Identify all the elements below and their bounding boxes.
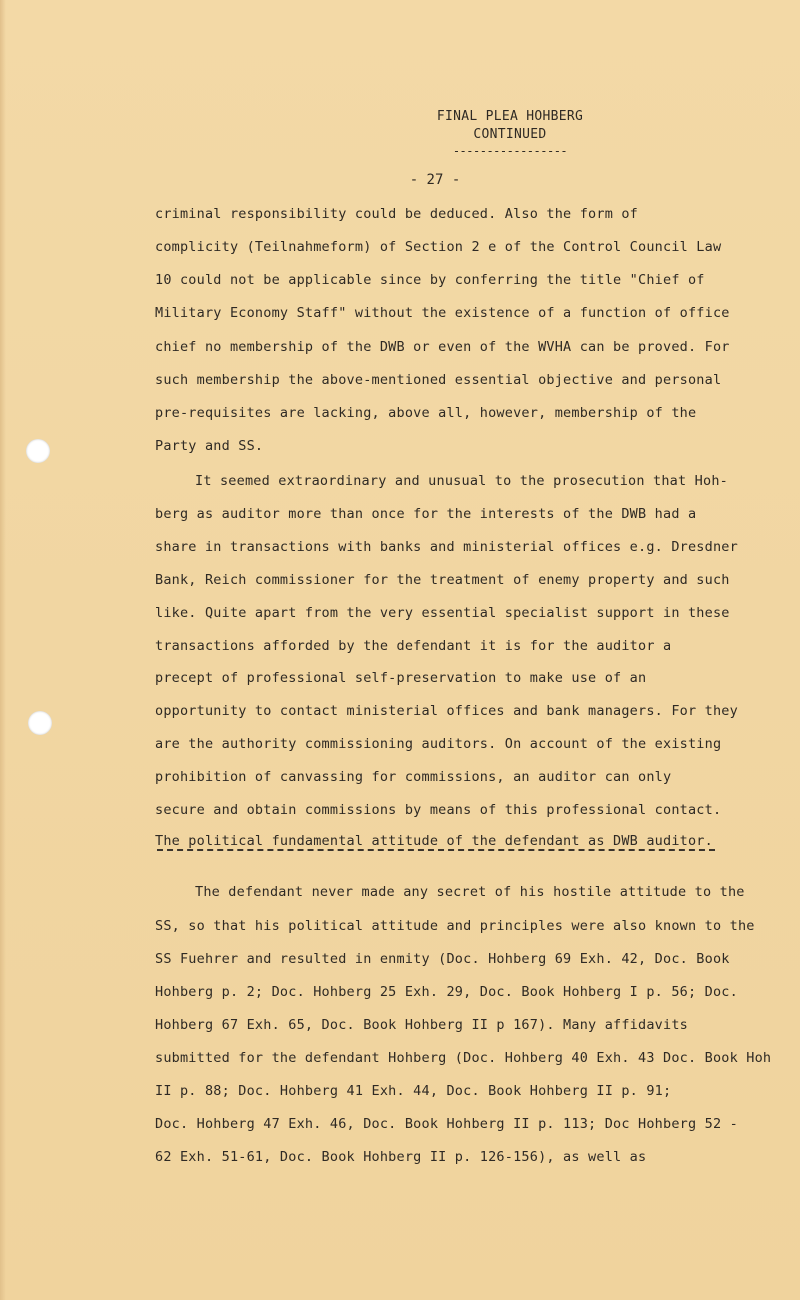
text-line: SS, so that his political attitude and principles were also known to the (155, 918, 755, 934)
text-line: are the authority commissioning auditors. On account of the existing (155, 736, 722, 752)
text-line: chief no membership of the DWB or even of the WVHA can be proved. For (155, 339, 730, 355)
text-line: Doc. Hohberg 47 Exh. 46, Doc. Book Hohberg II p. 113; Doc Hohberg 52 - (155, 1116, 738, 1132)
document-header (380, 108, 640, 158)
text-line: Party and SS. (155, 438, 264, 454)
text-line: berg as auditor more than once for the interests of the DWB had a (155, 506, 697, 522)
text-line: criminal responsibility could be deduced. Also the form of (155, 206, 639, 222)
text-line: Military Economy Staff" without the existence of a function of office (155, 305, 730, 321)
page-number: - 27 - (409, 172, 461, 188)
text-line: pre-requisites are lacking, above all, however, membership of the (155, 405, 697, 421)
text-line: The defendant never made any secret of his hostile attitude to the (195, 884, 745, 900)
page-edge-shadow (0, 0, 6, 1300)
section-heading: The political fundamental attitude of the defendant as DWB auditor. (155, 833, 713, 849)
text-line: Bank, Reich commissioner for the treatment of enemy property and such (155, 572, 730, 588)
header-title: FINAL PLEA HOHBERG (436, 109, 584, 124)
text-line: share in transactions with banks and ministerial offices e.g. Dresdner (155, 539, 738, 555)
header-subtitle: CONTINUED (473, 127, 547, 142)
text-line: prohibition of canvassing for commissions, an auditor can only (155, 769, 672, 785)
text-line: precept of professional self-preservation to make use of an (155, 670, 647, 686)
text-line: SS Fuehrer and resulted in enmity (Doc. Hohberg 69 Exh. 42, Doc. Book (155, 951, 730, 967)
text-line: Hohberg p. 2; Doc. Hohberg 25 Exh. 29, Doc. Book Hohberg I p. 56; Doc. (155, 984, 738, 1000)
text-line: II p. 88; Doc. Hohberg 41 Exh. 44, Doc. Book Hohberg II p. 91; (155, 1083, 672, 1099)
punch-hole-bottom (28, 711, 52, 735)
text-line: secure and obtain commissions by means of this professional contact. (155, 802, 722, 818)
text-line: 62 Exh. 51-61, Doc. Book Hohberg II p. 126-156), as well as (155, 1149, 647, 1165)
text-line: transactions afforded by the defendant it is for the auditor a (155, 638, 672, 654)
header-rule: ----------------- (452, 144, 568, 158)
text-line: submitted for the defendant Hohberg (Doc. Hohberg 40 Exh. 43 Doc. Book Hoh (155, 1050, 772, 1066)
text-line: 10 could not be applicable since by conferring the title "Chief of (155, 272, 705, 288)
text-line: opportunity to contact ministerial offices and bank managers. For they (155, 703, 738, 719)
punch-hole-top (26, 439, 50, 463)
text-line: complicity (Teilnahmeform) of Section 2 e of the Control Council Law (155, 239, 722, 255)
text-line: It seemed extraordinary and unusual to the prosecution that Hoh- (195, 473, 728, 489)
dashed-underline (157, 849, 715, 851)
text-line: such membership the above-mentioned essential objective and personal (155, 372, 722, 388)
text-line: Hohberg 67 Exh. 65, Doc. Book Hohberg II p 167). Many affidavits (155, 1017, 688, 1033)
text-line: like. Quite apart from the very essential specialist support in these (155, 605, 730, 621)
